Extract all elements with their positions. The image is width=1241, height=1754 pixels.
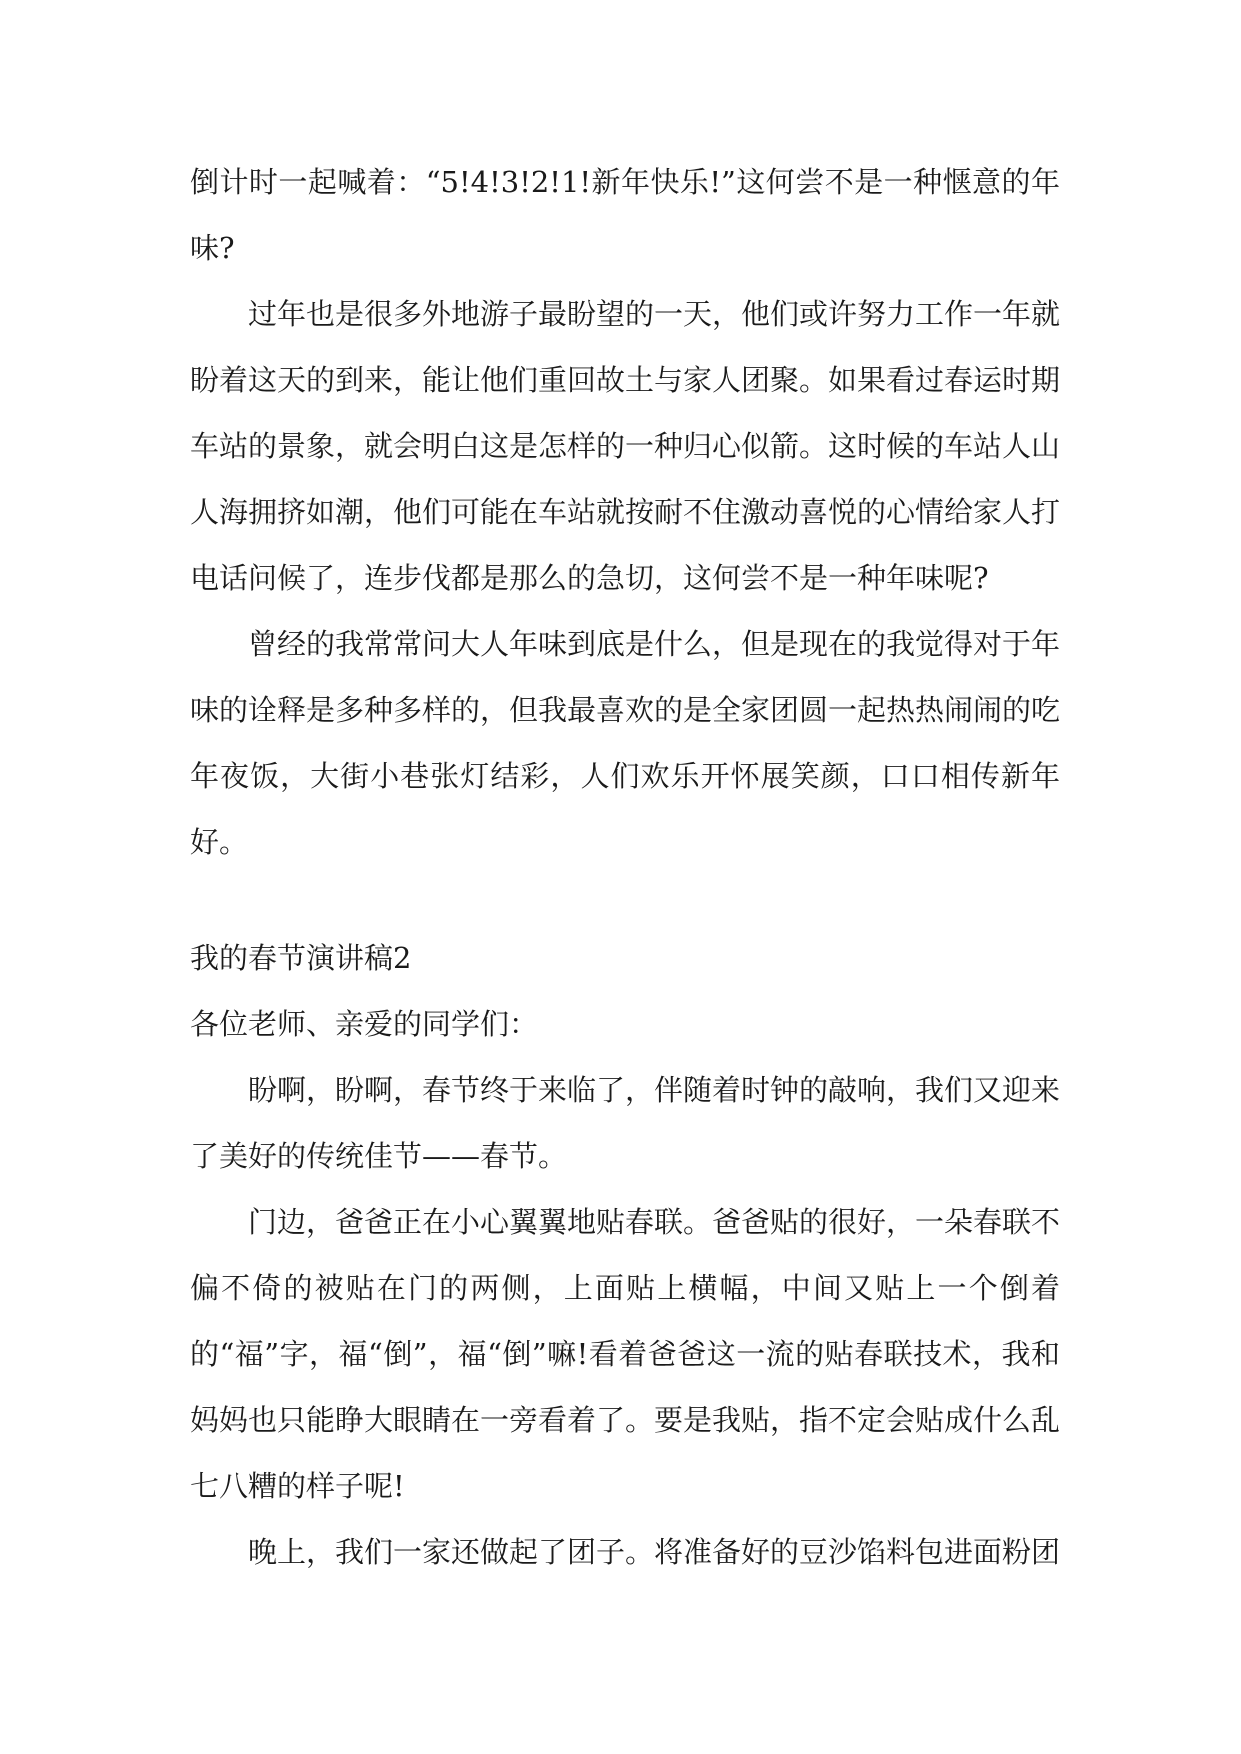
- paragraph-travelers: 过年也是很多外地游子最盼望的一天，他们或许努力工作一年就盼着这天的到来，能让他们重回故土与家人团聚。如果看过春运时期车站的景象，就会明白这是怎样的一种归心似箭。这时候的车站人山人海拥挤如潮，他们可能在车站就按耐不住激动喜悦的心情给家人打电话问候了，连步伐都是那么的急切，这何尝不是一种年味呢?: [190, 297, 1061, 595]
- paragraph-new-year-meaning: 曾经的我常常问大人年味到底是什么，但是现在的我觉得对于年味的诠释是多种多样的，但我最喜欢的是全家团圆一起热热闹闹的吃年夜饭，大街小巷张灯结彩，人们欢乐开怀展笑颜，口口相传新年好。: [190, 627, 1061, 859]
- section-two: [190, 925, 1060, 1585]
- paragraph-countdown: 倒计时一起喊着：“5!4!3!2!1!新年快乐!”这何尝不是一种惬意的年味?: [190, 165, 1060, 265]
- paragraph-spring-festival-arrives: 盼啊，盼啊，春节终于来临了，伴随着时钟的敲响，我们又迎来了美好的传统佳节——春节。: [190, 1073, 1061, 1173]
- section-one: [190, 149, 1060, 875]
- paragraph-couplets: 门边，爸爸正在小心翼翼地贴春联。爸爸贴的很好，一朵春联不偏不倚的被贴在门的两侧，上面贴上横幅，中间又贴上一个倒着的“福”字，福“倒”，福“倒”嘛!看着爸爸这一流的贴春联技术，我和妈妈也只能睁大眼睛在一旁看着了。要是我贴，指不定会贴成什么乱七八糟的样子呢!: [190, 1205, 1061, 1503]
- paragraph-dumplings: 晚上，我们一家还做起了团子。将准备好的豆沙馅料包进面粉团: [248, 1535, 1061, 1569]
- speech-title: 我的春节演讲稿2: [190, 941, 412, 975]
- speech-greeting: 各位老师、亲爱的同学们：: [190, 1007, 539, 1041]
